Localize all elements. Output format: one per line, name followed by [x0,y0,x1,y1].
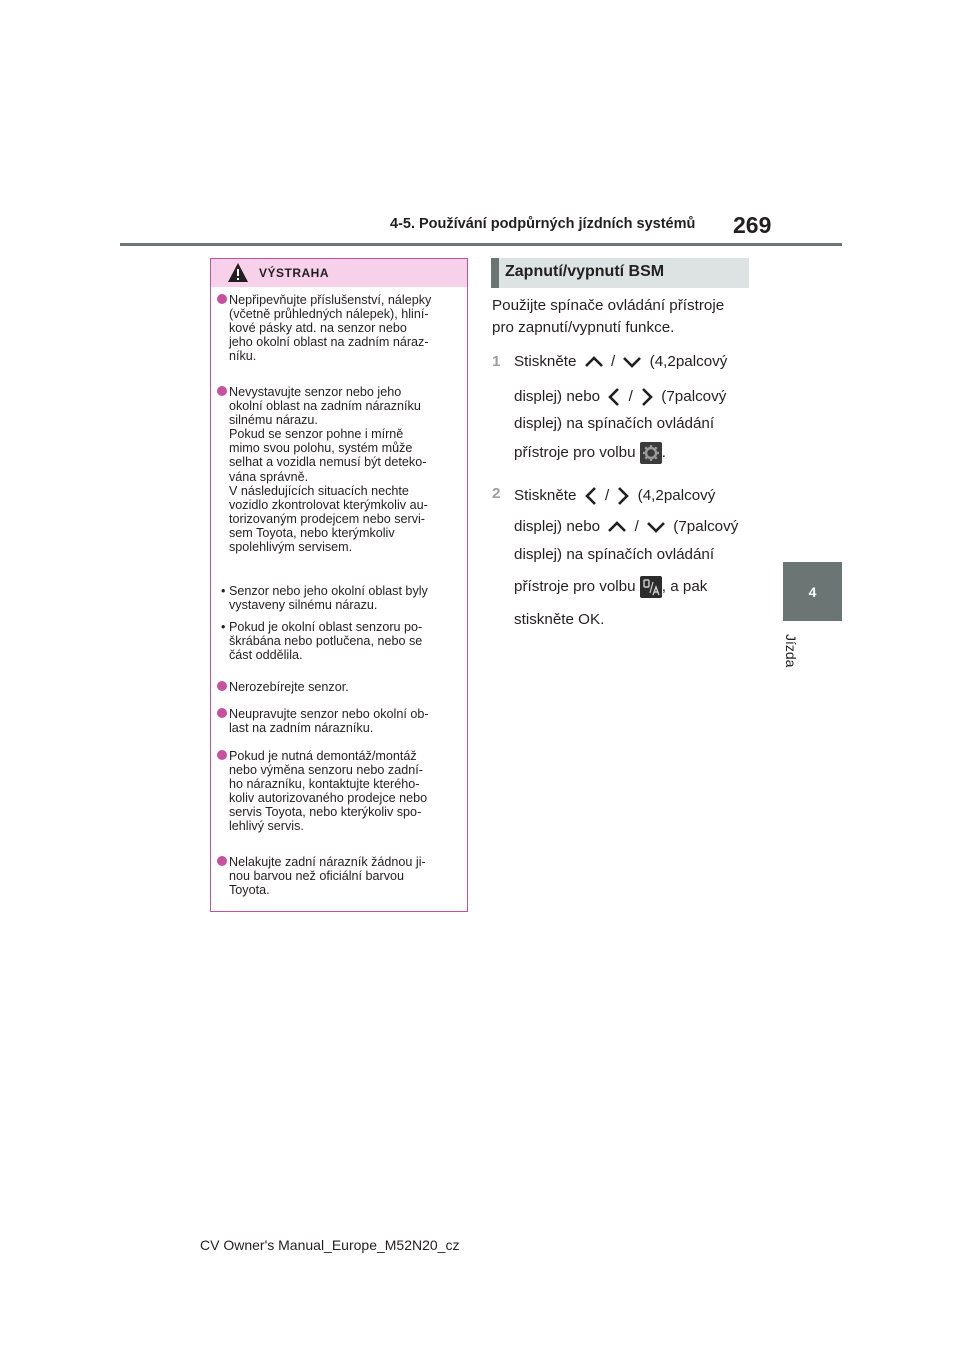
step1-line4: přístroje pro volbu . [514,442,666,464]
intro-line: Použijte spínače ovládání přístroje [492,297,725,314]
bsm-header-bar [491,258,499,288]
step-number: 1 [492,353,501,370]
bullet-dot-icon [217,386,227,396]
step2-line2: displej) nebo / (7palcový [514,518,739,535]
warning-item: Nelakujte zadní nárazník žádnou ji- nou barvou než oficiální barvou Toyota. [217,855,463,897]
chevron-up-icon [581,354,607,370]
bsm-section-title: Zapnutí/vypnutí BSM [505,263,665,280]
warning-subitem: • Pokud je okolní oblast senzoru po- škrábána nebo potlučena, nebo se část oddělila. [221,620,423,663]
step1-line3: displej) na spínačích ovládání [514,415,715,432]
chevron-down-icon [643,519,669,535]
chevron-up-icon [604,519,630,535]
warning-item: Nevystavujte senzor nebo jeho okolní oblast na zadním nárazníku silnému nárazu. Pokud se senzor pohne i mírně mimo svou polohu, systém může selhat a vozidla nemusí být deteko- vána správně. V následujících situacích nechte vozidlo zkontrolovat kterýmkoliv au- torizovaným prodejcem nebo servi- sem Toyota, nebo kterýmkoliv spolehlivým servisem. [217,385,463,554]
chapter-label-text: Jízda [783,634,799,668]
warning-item: Nepřipevňujte příslušenství, nálepky (včetně průhledných nálepek), hliní- kové pásky atd. na senzor nebo jeho okolní oblast na zadním náraz- níku. [217,293,463,363]
bullet-dot-icon [217,708,227,718]
step2-line5: stiskněte OK. [514,611,605,628]
chevron-down-icon [619,354,645,370]
step2-line3: displej) na spínačích ovládání [514,546,715,563]
footer-text: CV Owner's Manual_Europe_M52N20_cz [200,1237,460,1253]
chapter-tab [783,562,842,621]
chevron-right-icon [613,485,633,507]
step1-line1: Stiskněte / (4,2palcový [514,353,728,370]
bullet-dot-icon [217,856,227,866]
page-number: 269 [733,212,772,238]
step1-line2: displej) nebo / (7palcový [514,386,726,408]
chapter-label [780,634,810,684]
chapter-number: 4 [808,583,817,600]
header-rule [120,243,842,246]
warning-item: Neupravujte senzor nebo okolní ob- last na zadním nárazníku. [217,707,463,735]
chevron-left-icon [581,485,601,507]
warning-triangle-icon [227,262,249,283]
bullet-dot-icon [217,681,227,691]
warning-header [211,259,467,287]
warning-title: VÝSTRAHA [259,266,330,280]
chevron-left-icon [604,386,624,408]
bullet-dot-icon [217,294,227,304]
warning-subitem: • Senzor nebo jeho okolní oblast byly vystaveny silnému nárazu. [221,584,428,613]
gear-icon [640,442,662,464]
bsm-indicator-icon [640,576,662,598]
bsm-section-header [491,258,749,288]
warning-box [210,258,468,912]
warning-item: Nerozebírejte senzor. [217,680,463,694]
step-number: 2 [492,485,501,502]
intro-line: pro zapnutí/vypnutí funkce. [492,319,675,336]
step2-line1: Stiskněte / (4,2palcový [514,485,715,507]
chevron-right-icon [637,386,657,408]
bullet-dot-icon [217,750,227,760]
step2-line4: přístroje pro volbu , a pak [514,576,707,598]
warning-item: Pokud je nutná demontáž/montáž nebo výměna senzoru nebo zadní- ho nárazníku, kontaktujte kterého- koliv autorizovaného prodejce nebo servis Toyota, nebo kterýkoliv spo- lehlivý servis. [217,749,463,834]
section-title: 4-5. Používání podpůrných jízdních systémů [390,216,696,232]
ok-button-glyph: OK [578,611,601,628]
